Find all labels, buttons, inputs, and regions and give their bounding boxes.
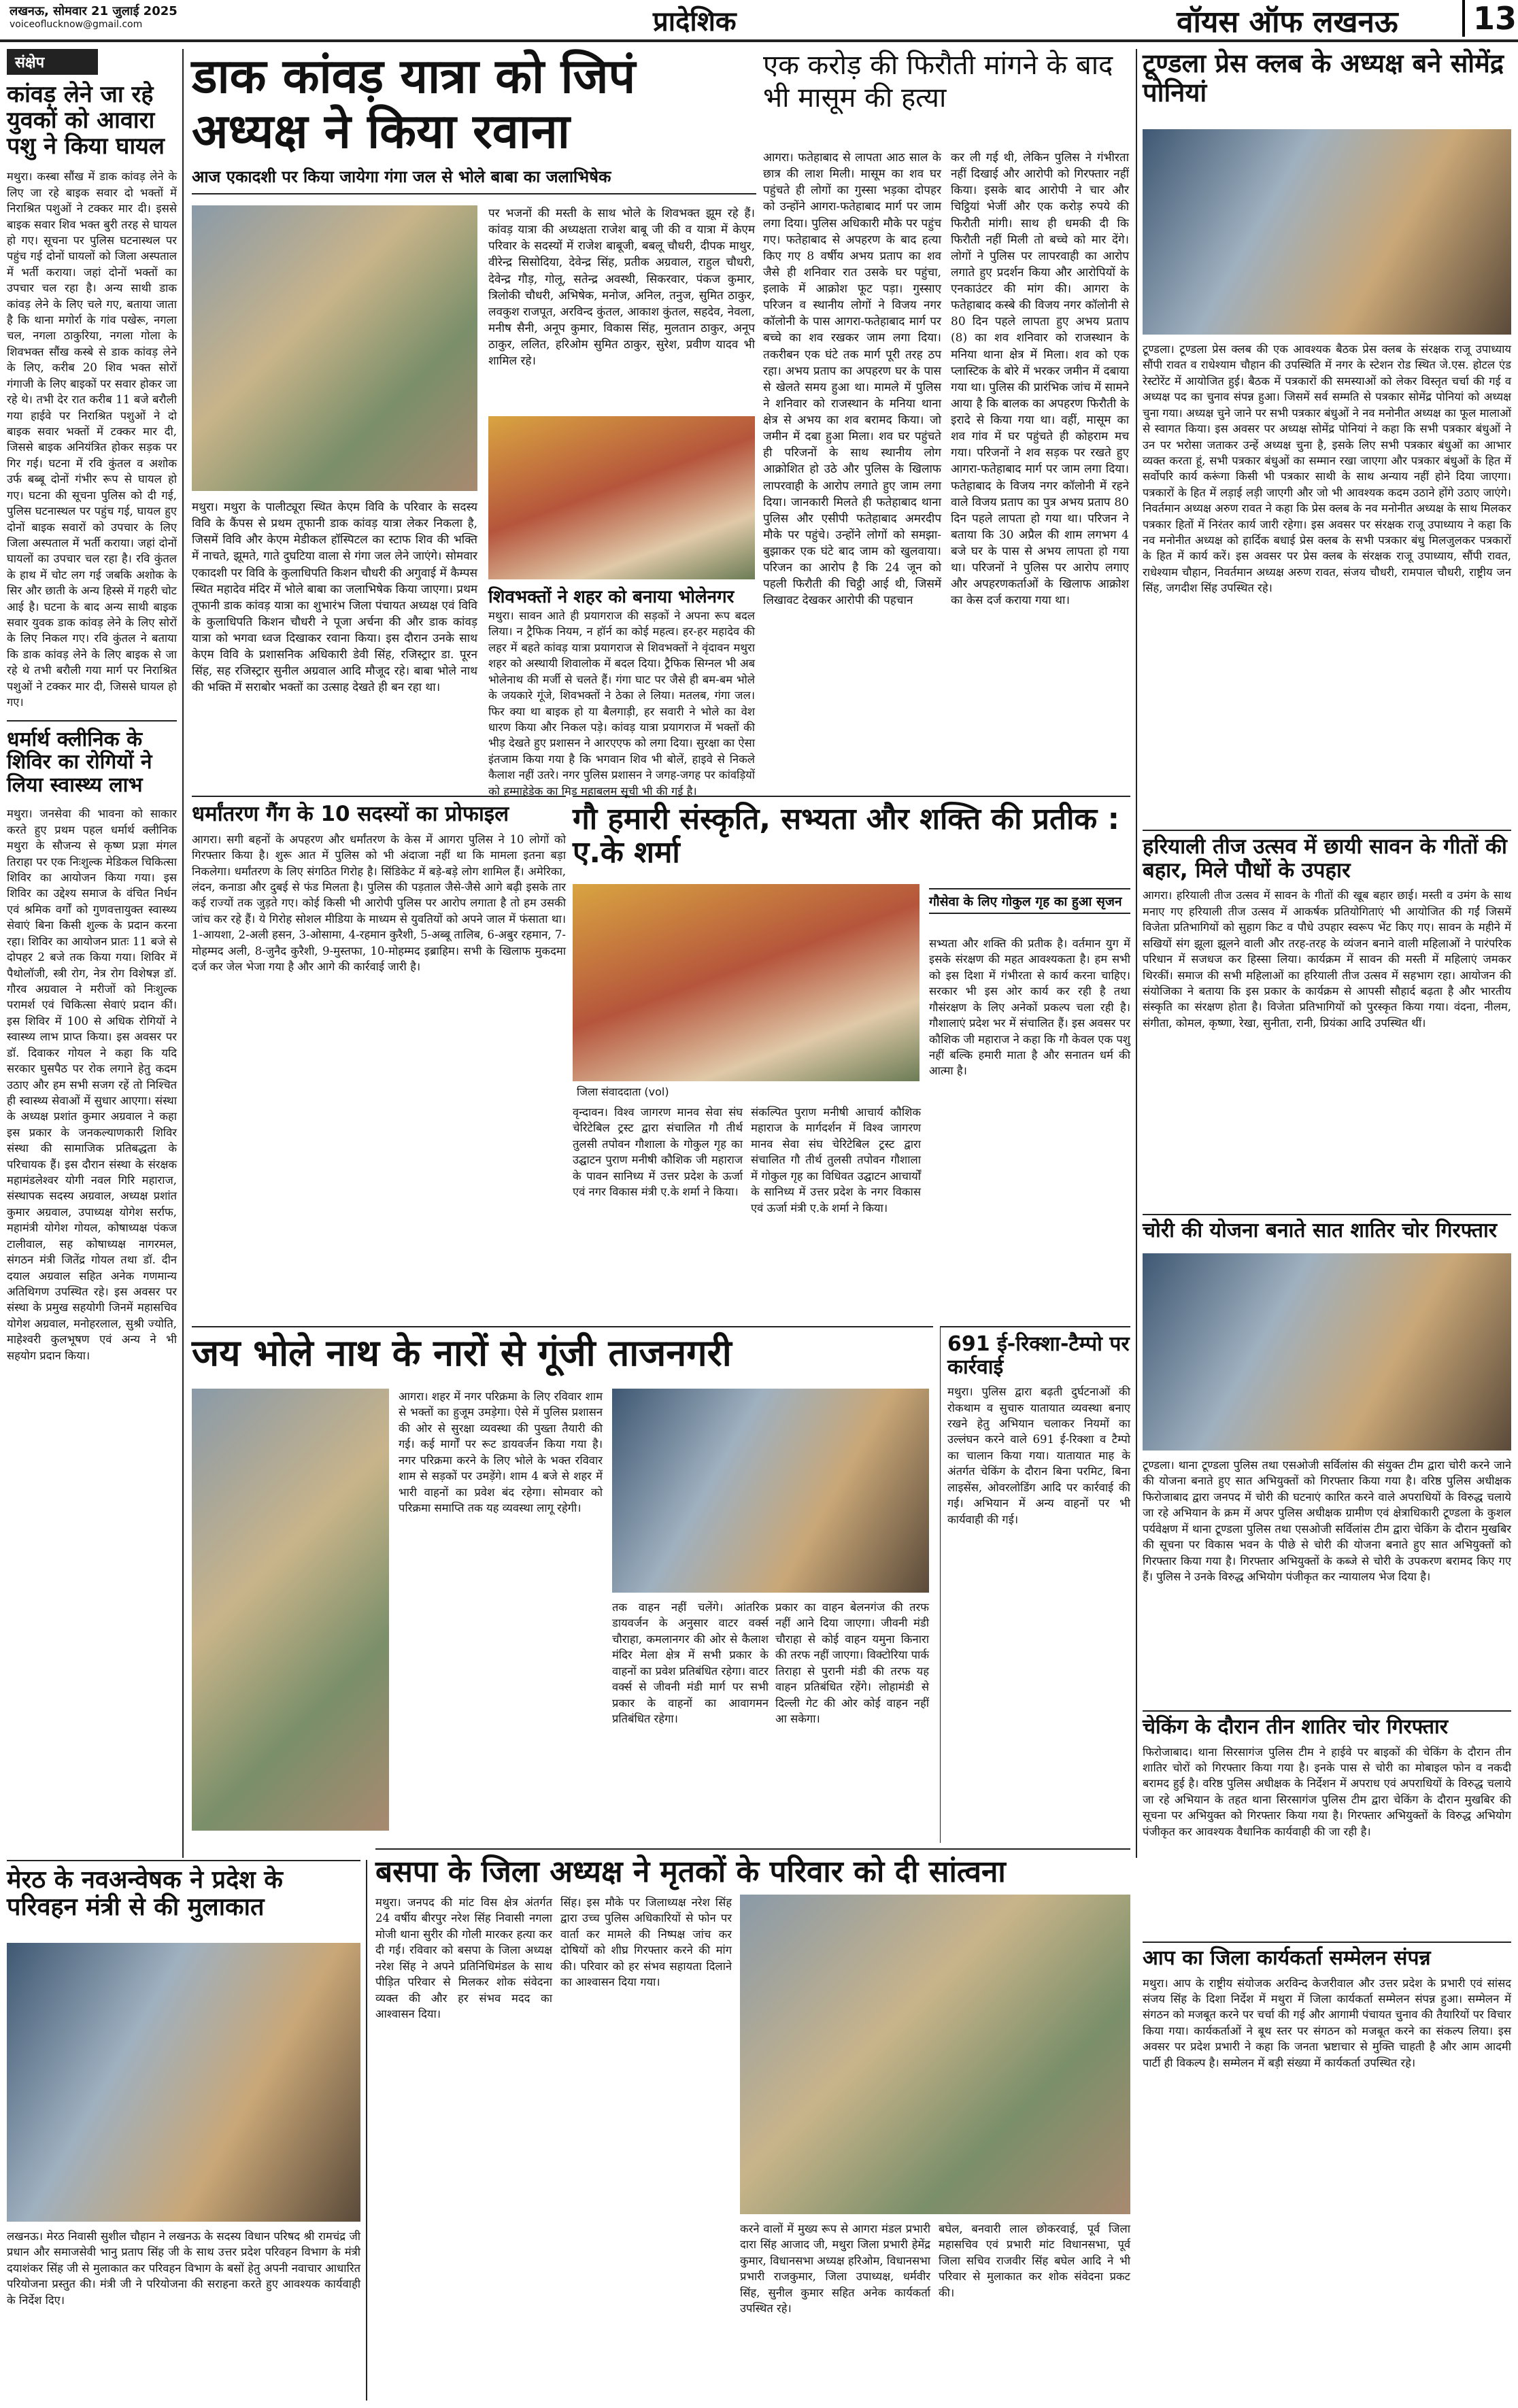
tundla-story: [1143, 49, 1511, 824]
aap-body: मथुरा। आप के राष्ट्रीय संयोजक अरविन्द केजरीवाल और उत्तर प्रदेश के प्रभारी एवं सांसद संजय सिंह के दिशा निर्देश में मथुरा में जिला कार्यकर्ता सम्मेलन संपन्न हुआ। सम्मेलन में संगठन को मजबूत करने पर चर्चा की गई और आगामी पंचायत चुनाव की तैयारियों पर विचार किया गया। कार्यकर्ताओं ने बूथ स्तर पर संगठन को मजबूत करने का संकल्प लिया। इस अवसर पर प्रदेश प्रभारी ने कहा कि जनता भ्रष्टाचार से मुक्ति चाहती है और आम आदमी पार्टी ही विकल्प है। सम्मेलन में बड़ी संख्या में कार्यकर्ता उपस्थित रहे।: [1143, 1976, 1511, 2069]
aap-headline: आप का जिला कार्यकर्ता सम्मेलन संपन्न: [1143, 1946, 1431, 1970]
tundla-headline: टूण्डला प्रेस क्लब के अध्यक्ष बने सोमेंद्र पोनियां: [1143, 48, 1504, 107]
chori-headline: चोरी की योजना बनाते सात शातिर चोर गिरफ्तार: [1143, 1219, 1498, 1242]
gau-story: [573, 796, 1130, 1319]
tajnagri-body-col3: प्रकार का वाहन बेलनगंज की तरफ नहीं आने दिया जाएगा। जीवनी मंडी चौराहा से कोई वाहन यमुना किनारा की तरफ नहीं जाएगा। विक्टोरिया पार्क तिराहा से पुरानी मंडी की तरफ यह वाहन प्रतिबंधित रहेंगे। लोहामंडी से दिल्ली गेट की ओर कोई वाहन नहीं आ सकेगा।: [775, 1601, 929, 1725]
murder-headline: एक करोड़ की फिरौती मांगने के बाद भी मासूम की हत्या: [763, 50, 1113, 114]
brand-logo: वॉयस ऑफ लखनऊ: [1177, 5, 1398, 39]
dharma-body: आगरा। सगी बहनों के अपहरण और धर्मांतरण के केस में आगरा पुलिस ने 10 लोगों को गिरफ्तार किया है। शुरू आत में पुलिस को भी अंदाजा नहीं था कि मामला इतना बड़ा निकलेगा। धर्मांतरण के लिए संगठित गिरोह है। सिंडिकेट में बड़े-बड़े लोग शामिल हैं। अमेरिका, लंदन, कनाडा और दुबई से फंड मिलता है। पुलिस की पड़ताल जैसे-जैसे आगे बढ़ी इसके तार कई राज्यों तक जुड़ते गए। कोई किसी भी आरोपी पुलिस पर आरोप लगाता है तो हम उसकी जांच कर रहे हैं। ये गिरोह सोशल मीडिया के माध्यम से युवतियों को अपने जाल में फंसाता था। 1-आयशा, 2-अली हसन, 3-ओसामा, 4-रहमान कुरैशी, 5-अब्बू तालिब, 6-अबुर रहमान, 7-मोहम्मद अली, 8-जुनैद कुरैशी, 9-मुस्तफा, 10-मोहम्मद इब्राहिम। सभी के खिलाफ मुकदमा दर्ज कर जेल भेजा गया है और आगे की कार्रवाई जारी है।: [192, 832, 566, 974]
checking-story: [1143, 1710, 1511, 1935]
masthead-site: voiceoflucknow@gmail.com: [10, 19, 143, 30]
checking-body: फिरोजाबाद। थाना सिरसागंज पुलिस टीम ने हाईवे पर बाइकों की चेकिंग के दौरान तीन शातिर चोरों को गिरफ्तार किया गया है। इनके पास से चोरी का मोबाइल फोन व नकदी बरामद हुई है। वरिष्ठ पुलिस अधीक्षक के निर्देशन में अपराध एवं अपराधियों के विरुद्ध चलाये जा रहे अभियान के तहत थाना सिरसागंज पुलिस टीम द्वारा चेकिंग के दौरान मुखबिर की सूचना पर अभियुक्त को गिरफ्तार किया गया है। गिरफ्तार अभियुक्तों के विरुद्ध अभियोग पंजीकृत कर आवश्यक वैधानिक कार्यवाही की जा रही है।: [1143, 1745, 1511, 1838]
meerut-story: [7, 1860, 360, 2401]
teej-story: [1143, 830, 1511, 1207]
tajnagri-photo-1: [192, 1389, 389, 1831]
brief-story2-body: मथुरा। जनसेवा की भावना को साकार करते हुए प्रथम पहल धर्मार्थ क्लीनिक मथुरा के सौजन्य से कृष्ण प्रज्ञा मंगल तिराहा पर एक निःशुल्क मेडिकल चिकित्सा शिविर का आयोजन किया गया। इस शिविर का उद्देश्य समाज के वंचित निर्धन एवं श्रमिक वर्गों को गुणवत्तायुक्त स्वास्थ्य सेवाएं बिना किसी शुल्क के प्रदान करना रहा। शिविर का आयोजन प्रातः 11 बजे से दोपहर 2 बजे तक किया गया। शिविर में पैथोलॉजी, स्त्री रोग, नेत्र रोग विशेषज्ञ डॉ. गौरव अग्रवाल ने मरीजों को निःशुल्क परामर्श एवं चिकित्सा सेवाएं प्रदान कीं। इस शिविर में 100 से अधिक रोगियों ने स्वास्थ्य लाभ प्राप्त किया। इस अवसर पर डॉ. दिवाकर गोयल ने कहा कि यदि सरकार घुसपैठ पर रोक लगाने हेतु कदम उठाए और हम सभी सजग रहें तो निश्चित ही स्वास्थ्य सेवाओं में सुधार आएगा। संस्था के अध्यक्ष प्रशांत कुमार अग्रवाल ने कहा इस प्रकार के जनकल्याणकारी शिविर संस्था की सामाजिक प्रतिबद्धता के परिचायक हैं। इस दौरान संस्था के संरक्षक महामंडलेश्वर योगी नवल गिरि महाराज, संस्थापक सदस्य अग्रवाल, अध्यक्ष प्रशांत कुमार अग्रवाल, उपाध्यक्ष योगेश सर्राफ, महामंत्री योगेश गोयल, कोषाध्यक्ष पंकज टालीवाल, सह कोषाध्यक्ष नागरमल, संगठन मंत्री जितेंद्र गोयल तथा डॉ. दीन दयाल अग्रवाल सहित अनेक गणमान्य अतिथिगण उपस्थित रहे। इस अवसर पर संस्था के प्रमुख सहयोगी जिनमें महासचिव योगेश अग्रवाल, मनोहरलाल, सुश्री ज्योति, माहेश्वरी कुलभूषण एवं अन्य ने भी सहयोग प्रदान किया।: [7, 807, 177, 1362]
chori-body: टूण्डला। थाना टूण्डला पुलिस तथा एसओजी सर्विलांस की संयुक्त टीम द्वारा चोरी करने जाने की योजना बनाते हुए सात अभियुक्तों को गिरफ्तार किया गया है। वरिष्ठ पुलिस अधीक्षक फिरोजाबाद द्वारा जनपद में चोरी की घटनाएं कारित करने वाले अपराधियों के विरुद्ध चलाये जा रहे अभियान के क्रम में अपर पुलिस अधीक्षक ग्रामीण एवं क्षेत्राधिकारी टूण्डला के कुशल पर्यवेक्षण में थाना टूण्डला पुलिस तथा एसओजी सर्विलांस टीम द्वारा चेकिंग के दौरान मुखबिर की सूचना पर विकास भवन के पीछे से चोरी की योजना बनाते हुए सात अभियुक्तों को गिरफ्तार किया गया है। गिरफ्तार अभियुक्तों के कब्जे से चोरी के उपकरण बरामद किए गए हैं। पुलिस ने उनके विरुद्ध अभियोग पंजीकृत कर न्यायालय भेज दिया है।: [1143, 1459, 1511, 1583]
shiv-body: मथुरा। सावन आते ही प्रयागराज की सड़कों ने अपना रूप बदल लिया। न ट्रैफिक नियम, न हॉर्न का कोई महत्व। हर-हर महादेव की लहर में बहते कांवड़ यात्रा प्रयागराज से शिवभक्तों ने वृंदावन मथुरा शहर को अस्थायी शिवालोक में बदल दिया। ट्रैफिक सिग्नल भी अब भोलेनाथ की मर्जी से चलते हैं। गंगा घाट पर जैसे ही बम-बम भोले के जयकारे गूंजे, शिवभक्तों ने ठेका ले लिया। मतलब, गंगा जल। फिर क्या था बाइक हो या बैलगाड़ी, हर सवारी ने भोले का वेश धारण किया और निकल पड़े। कांवड़ यात्रा प्रयागराज में भक्तों की भीड़ देखते हुए प्रशासन ने आरएएफ को लगा दिया। सुरक्षा का ऐसा इंतजाम किया गया है कि भगवान शिव भी बोलें, हाइवे से निकले कैलाश नहीं उतरे। नगर पुलिस प्रशासन ने जगह-जगह पर कांवड़ियों को हम्माहेडेक का मिड महाबलम सूची भी की गई है।: [488, 609, 755, 798]
basp-body-col3: करने वालों में मुख्य रूप से आगरा मंडल प्रभारी दारा सिंह आजाद जी, मथुरा जिला प्रभारी हेमेंद्र कुमार, विधानसभा अध्यक्ष हरिओम, विधानसभा प्रभारी राजकुमार, जिला उपाध्यक्ष, धर्मवीर सिंह, सुनील कुमार सहित अनेक कार्यकर्ता उपस्थित रहे।: [740, 2222, 930, 2316]
meerut-body: लखनऊ। मेरठ निवासी सुशील चौहान ने लखनऊ के सदस्य विधान परिषद श्री रामचंद्र जी प्रधान और समाजसेवी भानु प्रताप सिंह जी के साथ उत्तर प्रदेश परिवहन विभाग के मंत्री दयाशंकर सिंह जी से मुलाकात कर परिवहन विभाग के बसों हेतु अपनी नवाचार आधारित परियोजना प्रस्तुत की। मंत्री जी ने परियोजना की सराहना करते हुए आवश्यक कार्यवाही के निर्देश दिए।: [7, 2230, 360, 2307]
erick-story: [940, 1326, 1130, 1843]
gau-photo: [573, 884, 920, 1081]
shiv-photo: [488, 416, 755, 579]
col-rule-2: [1136, 49, 1137, 1858]
col-rule-1: [182, 49, 184, 1858]
masthead-date: लखनऊ, सोमवार 21 जुलाई 2025: [10, 4, 178, 18]
basp-story: [375, 1848, 1130, 2401]
teej-headline: हरियाली तीज उत्सव में छायी सावन के गीतों की बहार, मिले पौधों के उपहार: [1143, 834, 1507, 883]
gau-caption: जिला संवाददाता (vol): [573, 1083, 673, 1100]
page-number: 13: [1462, 0, 1517, 37]
tajnagri-body-col2: तक वाहन नहीं चलेंगे। आंतरिक डायवर्जन के अनुसार वाटर वर्क्स चौराहा, कमलानगर की ओर से कैलाश मंदिर मेला क्षेत्र में सभी प्रकार के वाहनों का प्रवेश प्रतिबंधित रहेगा। वाटर वर्क्स से जीवनी मंडी मार्ग पर सभी प्रकार के वाहनों का आवागमन प्रतिबंधित रहेगा।: [612, 1601, 769, 1725]
main-subhead: आज एकादशी पर किया जायेगा गंगा जल से भोले बाबा का जलाभिषेक: [192, 165, 756, 194]
tundla-body: टूण्डला। टूण्डला प्रेस क्लब की एक आवश्यक बैठक प्रेस क्लब के संरक्षक राजू उपाध्याय सौंपी रावत व राधेश्याम चौहान की उपस्थिति में नगर के स्टेशन रोड स्थित जे.एस. होटल एंड रेस्टोरेंट में आयोजित हुई। बैठक में पत्रकारों की समस्याओं को लेकर विस्तृत चर्चा की गई व अध्यक्ष पद का चुनाव संपन्न हुआ। जिसमें सर्व सम्मति से पत्रकार सोमेंद्र पोनियां को अध्यक्ष चुना गया। अध्यक्ष चुने जाने पर सभी पत्रकार बंधुओं ने नव मनोनीत अध्यक्ष का फूल मालाओं से स्वागत किया। इस अवसर पर अध्यक्ष सोमेंद्र पोनियां ने कहा कि सभी पत्रकार बंधुओं ने उन पर भरोसा जताकर उन्हें अध्यक्ष चुना है, इसके लिए सभी पत्रकार बंधुओं का आभार व्यक्त करता हूं, सभी पत्रकार बंधुओं का सम्मान रखा जाएगा और पत्रकार बंधुओं के हित में सर्वोपरि कार्य करूंगा किसी भी पत्रकार साथी के साथ अन्याय नहीं होने दिया जाएगा। पत्रकारों के हित में लड़ाई लड़ी जाएगी और जो भी आवश्यक कदम उठाने होंगे उठाए जाएंगे। निवर्तमान अध्यक्ष अरुण रावत ने कहा कि प्रेस क्लब के नव मनोनीत अध्यक्ष के साथ मिलकर पत्रकार हितों में निरंतर कार्य जारी रहेगा। इस अवसर पर संरक्षक राजू उपाध्याय ने कहा कि नव मनोनीत अध्यक्ष को हार्दिक बधाई प्रेस क्लब के सभी पत्रकार बंधु मिलजुलकर पत्रकारों के हित में कार्य करें। इस अवसर पर प्रेस क्लब के संरक्षक राजू उपाध्याय, सौंपी रावत, राधेश्याम चौहान, निवर्तमान अध्यक्ष अरुण रावत, संजय चौधरी, रामपाल चौधरी, राष्ट्रीय जन सिंह, जगदीश सिंह उपस्थित रहे।: [1143, 343, 1511, 595]
chori-photo: [1143, 1253, 1511, 1451]
tajnagri-headline: जय भोले नाथ के नारों से गूंजी ताजनगरी: [192, 1332, 732, 1374]
teej-body: आगरा। हरियाली तीज उत्सव में सावन के गीतों की खूब बहार छाई। मस्ती व उमंग के साथ मनाए गए हरियाली तीज उत्सव में आकर्षक प्रतियोगिताएं भी आयोजित की गईं जिसमें विजेता प्रतिभागियों को सुहाग किट व पौधे उपहार स्वरूप भेंट किए गए। सावन के महीने में सखियों संग झूला झूलने वाली और तरह-तरह के व्यंजन बनाने वाली महिलाओं ने पारंपरिक परिधान में सजधज कर हिस्सा लिया। कार्यक्रम में सावन की मस्ती में महिलाएं जमकर थिरकीं। समाज की सभी महिलाओं का हरियाली तीज उत्सव में सहभाग रहा। आयोजन की संयोजिका ने बताया कि इस प्रकार के कार्यक्रम से आपसी सौहार्द बढ़ता है और भारतीय संस्कृति का संरक्षण होता है। विजेता प्रतिभागियों को पुरस्कृत किया गया। वंदना, नीलम, संगीता, कोमल, कृष्णा, रेखा, सुनीता, रानी, प्रियंका आदि उपस्थित थीं।: [1143, 889, 1511, 1030]
gau-headline: गौ हमारी संस्कृति, सभ्यता और शक्ति की प्रतीक : ए.के शर्मा: [573, 802, 1120, 870]
basp-body-col2: सिंह। इस मौके पर जिलाध्यक्ष नरेश सिंह द्वारा उच्च पुलिस अधिकारियों से फोन पर वार्ता कर मामले की निष्पक्ष जांच कर दोषियों को शीघ्र गिरफ्तार करने की मांग की। परिवार को हर संभव सहायता दिलाने का आश्वासन दिया गया।: [560, 1896, 732, 1989]
gau-body-col1: वृन्दावन। विश्व जागरण मानव सेवा संघ चेरिटेबिल ट्रस्ट द्वारा संचालित गौ तीर्थ तुलसी तपोवन गौशाला के गोकुल गृह का उद्घाटन पुराण मनीषी कौशिक जी महाराज के पावन सानिध्य में उत्तर प्रदेश के ऊर्जा एवं नगर विकास मंत्री ए.के शर्मा ने किया।: [573, 1106, 743, 1199]
tajnagri-photo-2: [612, 1389, 929, 1593]
main-headline: डाक कांवड़ यात्रा को जिपं अध्यक्ष ने किया रवाना: [192, 48, 636, 159]
brief-column: [7, 49, 177, 1851]
brief-story2-headline: धर्मार्थ क्लीनिक के शिविर का रोगियों ने लिया स्वास्थ्य लाभ: [7, 727, 152, 797]
main-story: [192, 48, 756, 798]
brief-story1-body: मथुरा। कस्बा सौंख में डाक कांवड़ लेने के लिए जा रहे बाइक सवार दो भक्तों में निराश्रित पशुओं ने टक्कर मार दी। इससे बाइक सवार शिव भक्त बुरी तरह से घायल हो गए। सूचना पर पुलिस घटनास्थल पर पहुंच गई दोनों घायलों को जिला अस्पताल में भर्ती कराया। जहां दोनों भक्तों का उपचार चल रहा है। अन्य साथी डाक कांवड़ लेने के लिए चले गए, बताया जाता है कि थाना मगोर्रा के गांव पखेरू, नगला चल, नगला ठाकुरिया, नगला गोला के शिवभक्त सौंख कस्बे से डाक कांवड़ लेने के लिए, करीब 20 शिव भक्त सोरों गंगाजी के लिए बाइकों पर सवार होकर जा रहे थे। तभी देर रात करीब 11 बजे बरौली गया हाईवे पर निराश्रित पशुओं ने दो बाइक सवार भक्तों में टक्कर मार दी, जिससे बाइक अनियंत्रित होकर सड़क पर गिर गई। घटना में रवि कुंतल व अशोक उर्फ बब्बू दोनों गंभीर रूप से घायल हो गए। घटना की सूचना पुलिस को दी गई, पुलिस घटनास्थल पर पहुंच गई, घायल हुए दोनों बाइक सवारों को उपचार के लिए जिला अस्पताल में भर्ती कराया। जहां दोनों घायलों का उपचार चल रहा है। रवि कुंतल के हाथ में चोट लग गई जबकि अशोक के सिर और छाती के अन्य हिस्से में गहरी चोट आई है। घटना के बाद अन्य साथी बाइक सवार युवक डाक कांवड़ लेने के लिए सोरों के लिए निकल गए। रवि कुंतल ने बताया कि डाक कांवड़ लेने के लिए बाइक से जा रहे थे तभी बरौली गया मार्ग पर निराश्रित पशुओं ने टक्कर मार दी, जिससे घायल हो गए।: [7, 170, 177, 709]
brief-label: संक्षेप: [7, 49, 98, 75]
chori-story: [1143, 1214, 1511, 1703]
aap-story: [1143, 1941, 1511, 2401]
basp-headline: बसपा के जिला अध्यक्ष ने मृतकों के परिवार को दी सांत्वना: [375, 1854, 1006, 1889]
masthead: [0, 0, 1518, 38]
main-body-col2: पर भजनों की मस्ती के साथ भोले के शिवभक्त झूम रहे हैं। कांवड़ यात्रा की अध्यक्षता राजेश बाबू जी की व यात्रा में केएम परिवार के सदस्यों में राजेश बाबूजी, बबलू चौधरी, दीपक माथुर, वीरेन्द्र सिसोदिया, देवेन्द्र सिंह, प्रतीक अग्रवाल, राहुल चौधरी, देवेन्द्र गौड़, गोलू, सतेन्द्र अवस्थी, सिकरवार, पंकज कुमार, त्रिलोकी चौधरी, अभिषेक, मनोज, अनिल, तनुज, सुमित ठाकुर, लवकुश राजपूत, अरविन्द कुंतल, आकाश कुंतल, सहदेव, नेवला, मनीष सैनी, अनूप कुमार, विकास सिंह, मुलतान ठाकुर, अनूप ठाकुर, ललित, हरिओम सुमित ठाकुर, सुरेश, प्रवीण यादव भी शामिल रहे।: [488, 207, 755, 369]
meerut-headline: मेरठ के नवअन्वेषक ने प्रदेश के परिवहन मंत्री से की मुलाकात: [7, 1866, 283, 1922]
erick-headline: 691 ई-रिक्शा-टैम्पो पर कार्रवाई: [947, 1332, 1130, 1379]
murder-body-col2: कर ली गई थी, लेकिन पुलिस ने गंभीरता नहीं दिखाई और आरोपी को गिरफ्तार नहीं किया। इसके बाद आरोपी ने चार और चिट्ठियां भेजीं और एक करोड़ रुपये की फिरौती मांगी। साथ ही धमकी दी कि फिरौती नहीं मिली तो बच्चे को मार देंगे। लोगों ने पुलिस पर लापरवाही का आरोप लगाते हुए प्रदर्शन किया और आरोपियों के एनकाउंटर की मांग की। आगरा के फतेहाबाद कस्बे की विजय नगर कॉलोनी से 80 दिन पहले लापता हुए अभय प्रताप (8) का शव शनिवार को राजस्थान के मनिया थाना क्षेत्र में मिला। शव को एक प्लास्टिक के बोरे में भरकर जमीन में दबाया गया था। पुलिस की प्रारंभिक जांच में सामने आया है कि बालक का अपहरण फिरौती के इरादे से किया गया था। वहीं, मासूम का शव गांव में घर पहुंचते ही कोहराम मच गया। परिजनों ने शव सड़क पर रखते हुए आगरा-फतेहाबाद मार्ग पर जाम लगा दिया। फतेहाबाद के विजय नगर कॉलोनी में रहने वाले विजय प्रताप का पुत्र अभय प्रताप 80 दिन पहले लापता हो गया था। परिजन ने बताया कि 30 अप्रैल की शाम लगभग 4 बजे घर के पास से अभय लापता हो गया था। परिजनों ने पुलिस पर आरोप लगाए और अपहरणकर्ताओं के खिलाफ आक्रोश का केस दर्ज कराया गया था।: [951, 151, 1129, 608]
col-rule-3: [366, 1860, 367, 2401]
main-body-col1: मथुरा। मथुरा के पालीट्यूरा स्थित केएम विवि के परिवार के सदस्य विवि के कैंपस से प्रथम तूफानी डाक कांवड़ यात्रा लेकर निकला है, जिसमें विवि और केएम मेडीकल हॉस्पिटल का स्टाफ शिव की भक्ति में नाचते, झूमते, गाते दुघटिया वाला से गंगा जल लेने जाएंगे। सोमवार एकादशी पर विवि के कुलाधिपति किशन चौधरी की अगुवाई में कैम्पस स्थित महादेव मंदिर में भोले बाबा का जलाभिषेक किया जाएगा। प्रथम तूफानी डाक कांवड़ यात्रा का शुभारंभ जिला पंचायत अध्यक्ष एवं विवि के कुलाधिपति किशन चौधरी ने पूजा अर्चना की और डाक कांवड़ यात्रा को भगवा ध्वज दिखाकर रवाना किया। इस दौरान उनके साथ केएम विवि के प्रशासनिक अधिकारी डेवी सिंह, रजिस्ट्रार डा. पूरन सिंह, सह रजिस्ट्रार सुनील अग्रवाल आदि मौजूद रहे। बाबा भोले नाथ की भक्ति में सराबोर भक्तों का उत्साह देखते ही बन रहा था।: [192, 501, 477, 695]
murder-story: [763, 49, 1130, 790]
tajnagri-body-col1: आगरा। शहर में नगर परिक्रमा के लिए रविवार शाम से भक्तों का हुजूम उमड़ेगा। ऐसे में पुलिस प्रशासन की ओर से सुरक्षा व्यवस्था की पुख्ता तैयारी की गई। कई मार्गों पर रूट डायवर्जन किया गया है। नगर परिक्रमा करने के लिए भोले के भक्त रविवार शाम से सड़कों पर उमड़ेंगे। शाम 4 बजे से शहर में भारी वाहनों का प्रवेश बंद रहेगा। सोमवार को परिक्रमा समाप्ति तक यह व्यवस्था लागू रहेगी।: [399, 1390, 603, 1514]
basp-body-col4: बघेल, बनवारी लाल छोकरवाई, पूर्व जिला महासचिव एवं प्रभारी मांट विधानसभा, पूर्व जिला सचिव राजवीर सिंह बघेल आदि ने भी परिवार से मुलाकात कर शोक संवेदना प्रकट की।: [939, 2222, 1130, 2299]
main-photo: [192, 205, 477, 491]
masthead-rule: [0, 39, 1518, 42]
basp-photo: [740, 1895, 1130, 2214]
meerut-photo: [7, 1943, 360, 2222]
tajnagri-story: [192, 1326, 933, 1843]
gau-body-col2: संकल्पित पुराण मनीषी आचार्य कौशिक महाराज के मार्गदर्शन में विश्व जागरण मानव सेवा संघ चेरिटेबिल ट्रस्ट द्वारा संचालित गौ तीर्थ तुलसी तपोवन गौशाला में गोकुल गृह का विधिवत उद्घाटन आचार्यों के सानिध्य में उत्तर प्रदेश के नगर विकास एवं ऊर्जा मंत्री ए.के शर्मा ने किया।: [751, 1106, 921, 1215]
basp-body-col1: मथुरा। जनपद की मांट विस क्षेत्र अंतर्गत 24 वर्षीय बीरपुर नरेश सिंह निवासी नगला मोजी थाना सुरीर की गोली मारकर हत्या कर दी गई। रविवार को बसपा के जिला अध्यक्ष नरेश सिंह ने अपने प्रतिनिधिमंडल के साथ पीड़ित परिवार से मिलकर शोक संवेदना व्यक्त की और हर संभव मदद का आश्वासन दिया।: [375, 1896, 552, 2020]
gau-kicker: गौसेवा के लिए गोकुल गृह का हुआ सृजन: [929, 888, 1130, 914]
dharma-story: [192, 796, 566, 1319]
erick-body: मथुरा। पुलिस द्वारा बढ़ती दुर्घटनाओं की रोकथाम व सुचारु यातायात व्यवस्था बनाए रखने हेतु अभियान चलाकर नियमों का उल्लंघन करने वाले 691 ई-रिक्शा व टैम्पो का चालान किया गया। यातायात माह के अंतर्गत चेकिंग के दौरान बिना परमिट, बिना लाइसेंस, ओवरलोडिंग आदि पर कार्रवाई की गई। अभियान में अन्य वाहनों पर भी कार्यवाही की गई।: [947, 1385, 1130, 1526]
brief-story1-headline: कांवड़ लेने जा रहे युवकों को आवारा पशु ने किया घायल: [7, 81, 165, 160]
gau-body-right: सभ्यता और शक्ति की प्रतीक है। वर्तमान युग में इसके संरक्षण की महत आवश्यकता है। हम सभी को इस दिशा में गंभीरता से कार्य करना चाहिए। सरकार भी इस ओर कार्य कर रही है तथा गौसंरक्षण के लिए अनेकों प्रकल्प चला रही है। गौशालाएं प्रदेश भर में संचालित हैं। इस अवसर पर कौशिक जी महाराज ने कहा कि गौ केवल एक पशु नहीं बल्कि हमारी माता है और सनातन धर्म की आत्मा है।: [929, 937, 1130, 1078]
checking-headline: चेकिंग के दौरान तीन शातिर चोर गिरफ्तार: [1143, 1715, 1449, 1739]
dharma-headline: धर्मांतरण गैंग के 10 सदस्यों का प्रोफाइल: [192, 802, 509, 826]
murder-body-col1: आगरा। फतेहाबाद से लापता आठ साल के छात्र की लाश मिली। मासूम का शव घर पहुंचते ही लोगों का गुस्सा भड़का दोपहर को उन्होंने आगरा-फतेहाबाद मार्ग पर जाम लगा दिया। पुलिस अधिकारी मौके पर पहुंच गए। फतेहाबाद से अपहरण के बाद हत्या किए गए 8 वर्षीय अभय प्रताप का शव जैसे ही शनिवार रात उसके घर पहुंचा, इलाके में आक्रोश फूट पड़ा। गुस्साए परिजन व स्थानीय लोगों ने विजय नगर कॉलोनी के पास आगरा-फतेहाबाद मार्ग पर बच्चे का शव रखकर जाम लगा दिया। तकरीबन एक घंटे तक मार्ग पूरी तरह ठप रहा। अभय प्रताप का अपहरण घर के पास से खेलते समय हुआ था। मामले में पुलिस ने शनिवार को राजस्थान के मनिया थाना क्षेत्र से अभय का शव बरामद किया। जो जमीन में दबा हुआ मिला। शव घर पहुंचते ही परिजनों के साथ स्थानीय लोग आक्रोशित हो उठे और पुलिस के खिलाफ लापरवाही के आरोप लगाते हुए जाम लगा दिया। जानकारी मिलते ही फतेहाबाद थाना पुलिस और एसीपी फतेहाबाद अमरदीप मौके पर पहुंचे। उन्होंने लोगों को समझा-बुझाकर एक घंटे बाद जाम को खुलवाया। परिजन का आरोप है कि 24 जून को पहली फिरौती की चिट्ठी आई थी, जिसमें लिखावट देखकर आरोपी की पहचान: [763, 151, 941, 608]
tundla-photo: [1143, 129, 1511, 335]
section-name: प्रादेशिक: [653, 6, 737, 37]
shiv-headline: शिवभक्तों ने शहर को बनाया भोलेनगर: [488, 583, 755, 608]
